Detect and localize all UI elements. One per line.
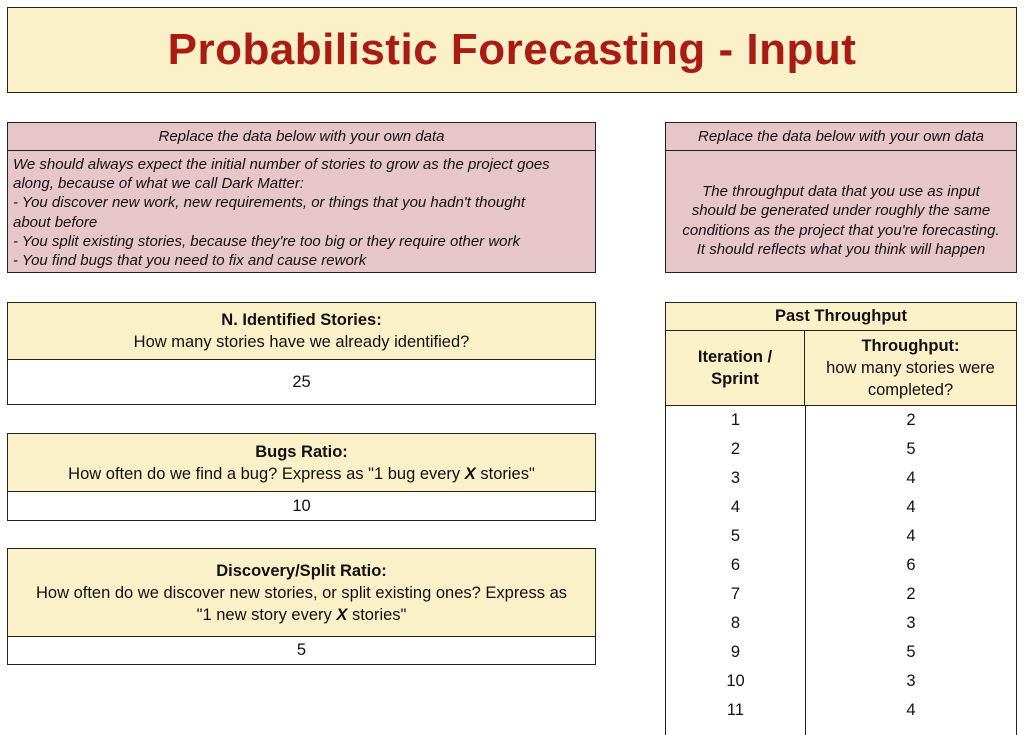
right-note-line: The throughput data that you use as input xyxy=(702,183,980,201)
bugs-ratio-question-suffix: stories" xyxy=(475,464,535,483)
identified-stories-title: N. Identified Stories: xyxy=(221,311,382,329)
split-ratio-question-line1: How often do we discover new stories, or split existing ones? Express as xyxy=(36,583,567,602)
identified-stories-input[interactable]: 25 xyxy=(7,359,596,405)
throughput-cell[interactable]: 4 xyxy=(906,469,916,487)
page-title: Probabilistic Forecasting - Input xyxy=(167,25,857,74)
iteration-cell[interactable]: 6 xyxy=(730,556,741,574)
iteration-cell[interactable]: 2 xyxy=(730,440,741,458)
identified-stories-question: How many stories have we already identified? xyxy=(133,333,470,351)
iteration-cell[interactable]: 10 xyxy=(726,672,745,690)
table-row xyxy=(666,522,1017,551)
bugs-ratio-question xyxy=(68,463,535,485)
iteration-cell[interactable]: 8 xyxy=(730,614,741,632)
left-note-line: - You split existing stories, because they're too big or they require other work xyxy=(13,232,521,250)
left-note-line: We should always expect the initial number of stories to grow as the project goes xyxy=(13,156,550,173)
bugs-ratio-variable: X xyxy=(464,464,476,483)
throughput-header-line2: completed? xyxy=(867,381,954,399)
throughput-title: Past Throughput xyxy=(665,302,1017,331)
iteration-cell[interactable]: 7 xyxy=(730,585,741,603)
table-row xyxy=(666,667,1017,696)
split-ratio-variable: X xyxy=(336,605,348,624)
table-row xyxy=(666,493,1017,522)
table-row xyxy=(666,638,1017,667)
bugs-ratio-title: Bugs Ratio: xyxy=(255,442,348,461)
throughput-cell[interactable]: 2 xyxy=(906,585,916,603)
left-note-line: - You discover new work, new requirements, or things that you hadn't thought xyxy=(13,194,526,212)
throughput-cell[interactable]: 3 xyxy=(906,614,916,632)
right-note-line: It should reflects what you think will happen xyxy=(696,240,986,258)
right-note-body xyxy=(665,150,1017,273)
left-note-header: Replace the data below with your own data xyxy=(7,122,596,151)
left-note-line: along, because of what we call Dark Matter: xyxy=(13,175,304,193)
table-row xyxy=(666,406,1017,435)
iteration-cell[interactable]: 4 xyxy=(730,498,741,516)
right-note-line: should be generated under roughly the same xyxy=(691,202,991,220)
left-note-line: about before xyxy=(13,213,98,231)
throughput-header-line1: how many stories were xyxy=(826,359,995,377)
right-note-line: conditions as the project that you're forecasting. xyxy=(682,221,1000,239)
bugs-ratio-input[interactable]: 10 xyxy=(7,491,596,521)
throughput-cell[interactable]: 4 xyxy=(906,701,916,719)
throughput-cell[interactable]: 5 xyxy=(906,440,916,458)
throughput-cell[interactable]: 3 xyxy=(906,672,916,690)
split-ratio-question-suffix: stories" xyxy=(347,605,407,624)
table-row xyxy=(666,609,1017,638)
iteration-cell[interactable]: 3 xyxy=(730,469,741,487)
throughput-cell[interactable]: 4 xyxy=(906,498,916,516)
bugs-ratio-header xyxy=(7,433,596,492)
throughput-cell[interactable]: 6 xyxy=(906,556,916,574)
split-ratio-input[interactable]: 5 xyxy=(7,636,596,665)
iteration-column-header xyxy=(665,330,805,406)
iteration-cell[interactable]: 5 xyxy=(730,527,741,545)
left-note-body xyxy=(7,150,596,273)
right-note-header: Replace the data below with your own data xyxy=(665,122,1017,151)
throughput-header-title: Throughput: xyxy=(861,337,960,355)
split-ratio-header xyxy=(7,548,596,637)
iteration-cell[interactable]: 9 xyxy=(730,643,741,661)
table-row xyxy=(666,696,1017,725)
table-row xyxy=(666,435,1017,464)
table-row xyxy=(666,580,1017,609)
iteration-cell[interactable]: 11 xyxy=(726,701,745,719)
split-ratio-title: Discovery/Split Ratio: xyxy=(216,561,387,580)
table-row xyxy=(666,464,1017,493)
iteration-header-line2: Sprint xyxy=(711,370,759,388)
bugs-ratio-question-prefix: How often do we find a bug? Express as "1 bug every xyxy=(68,464,465,483)
identified-stories-header xyxy=(7,302,596,360)
title-banner xyxy=(7,7,1017,93)
throughput-cell[interactable]: 2 xyxy=(906,411,916,429)
throughput-cell[interactable]: 5 xyxy=(906,643,916,661)
throughput-table-body xyxy=(665,405,1017,735)
table-row xyxy=(666,551,1017,580)
split-ratio-question-line2 xyxy=(197,604,407,626)
iteration-cell[interactable]: 1 xyxy=(730,411,741,429)
throughput-cell[interactable]: 4 xyxy=(906,527,916,545)
left-note-line: - You find bugs that you need to fix and cause rework xyxy=(13,252,367,270)
iteration-header-line1: Iteration / xyxy=(697,348,773,366)
split-ratio-question-prefix: "1 new story every xyxy=(196,605,337,624)
throughput-column-header xyxy=(804,330,1017,406)
